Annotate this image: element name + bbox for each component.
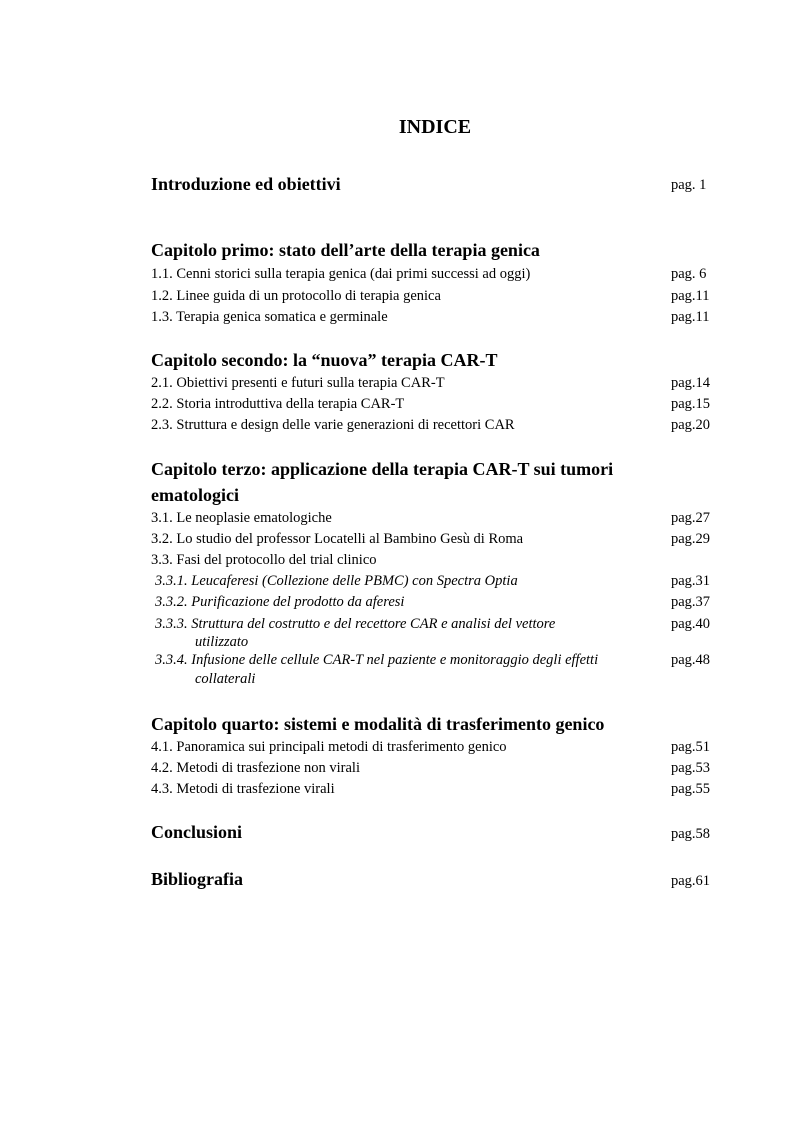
chapter-3-heading: Capitolo terzo: applicazione della terapia CAR-T sui tumori: [151, 459, 614, 479]
toc-subitem-3-3-3: 3.3.3. Struttura del costrutto e del recettore CAR e analisi del vettore: [155, 616, 556, 632]
bibliography-page: pag.61: [671, 873, 711, 889]
toc-page-1-3: pag.11: [671, 309, 710, 325]
toc-item-1-3: 1.3. Terapia genica somatica e germinale: [151, 309, 388, 325]
chapter-1-heading: Capitolo primo: stato dell’arte della terapia genica: [151, 240, 540, 260]
toc-item-1-1: 1.1. Cenni storici sulla terapia genica (dai primi successi ad oggi): [151, 266, 531, 282]
toc-item-1-2: 1.2. Linee guida di un protocollo di terapia genica: [151, 288, 441, 304]
toc-item-2-2: 2.2. Storia introduttiva della terapia CAR-T: [151, 396, 405, 412]
index-title: INDICE: [398, 116, 472, 138]
chapter-2-heading: Capitolo secondo: la “nuova” terapia CAR-T: [151, 350, 498, 370]
toc-page-3-3-2: pag.37: [671, 594, 711, 610]
toc-page-4-3: pag.55: [671, 781, 711, 797]
toc-page-1-2: pag.11: [671, 288, 710, 304]
intro-page: pag. 1: [671, 177, 707, 193]
toc-page-3-3-4: pag.48: [671, 652, 711, 668]
toc-page-4-1: pag.51: [671, 739, 711, 755]
intro-heading: Introduzione ed obiettivi: [151, 174, 341, 194]
toc-subitem-3-3-2: 3.3.2. Purificazione del prodotto da aferesi: [155, 594, 405, 610]
toc-item-4-1: 4.1. Panoramica sui principali metodi di trasferimento genico: [151, 739, 507, 755]
chapter-3-heading-cont: ematologici: [151, 485, 239, 505]
toc-item-4-3: 4.3. Metodi di trasfezione virali: [151, 781, 335, 797]
toc-item-4-2: 4.2. Metodi di trasfezione non virali: [151, 760, 360, 776]
bibliography-heading: Bibliografia: [151, 869, 244, 889]
toc-page-2-1: pag.14: [671, 375, 711, 391]
toc-page-3-3-1: pag.31: [671, 573, 711, 589]
toc-subitem-3-3-4-cont: collaterali: [195, 671, 256, 687]
toc-page-3-2: pag.29: [671, 531, 711, 547]
toc-page-2-2: pag.15: [671, 396, 711, 412]
conclusions-page: pag.58: [671, 826, 711, 842]
toc-page-1-1: pag. 6: [671, 266, 707, 282]
toc-page-3-3-3: pag.40: [671, 616, 711, 632]
conclusions-heading: Conclusioni: [151, 822, 243, 842]
toc-page-3-1: pag.27: [671, 510, 711, 526]
toc-item-3-1: 3.1. Le neoplasie ematologiche: [151, 510, 332, 526]
toc-subitem-3-3-3-cont: utilizzato: [195, 634, 249, 650]
toc-item-2-1: 2.1. Obiettivi presenti e futuri sulla terapia CAR-T: [151, 375, 445, 391]
toc-subitem-3-3-4: 3.3.4. Infusione delle cellule CAR-T nel paziente e monitoraggio degli effetti: [155, 652, 599, 668]
toc-item-3-2: 3.2. Lo studio del professor Locatelli al Bambino Gesù di Roma: [151, 531, 524, 547]
chapter-4-heading: Capitolo quarto: sistemi e modalità di trasferimento genico: [151, 714, 605, 734]
toc-item-3-3: 3.3. Fasi del protocollo del trial clinico: [151, 552, 377, 568]
toc-subitem-3-3-1: 3.3.1. Leucaferesi (Collezione delle PBMC) con Spectra Optia: [155, 573, 518, 589]
toc-item-2-3: 2.3. Struttura e design delle varie generazioni di recettori CAR: [151, 417, 515, 433]
toc-page-4-2: pag.53: [671, 760, 711, 776]
toc-page-2-3: pag.20: [671, 417, 711, 433]
